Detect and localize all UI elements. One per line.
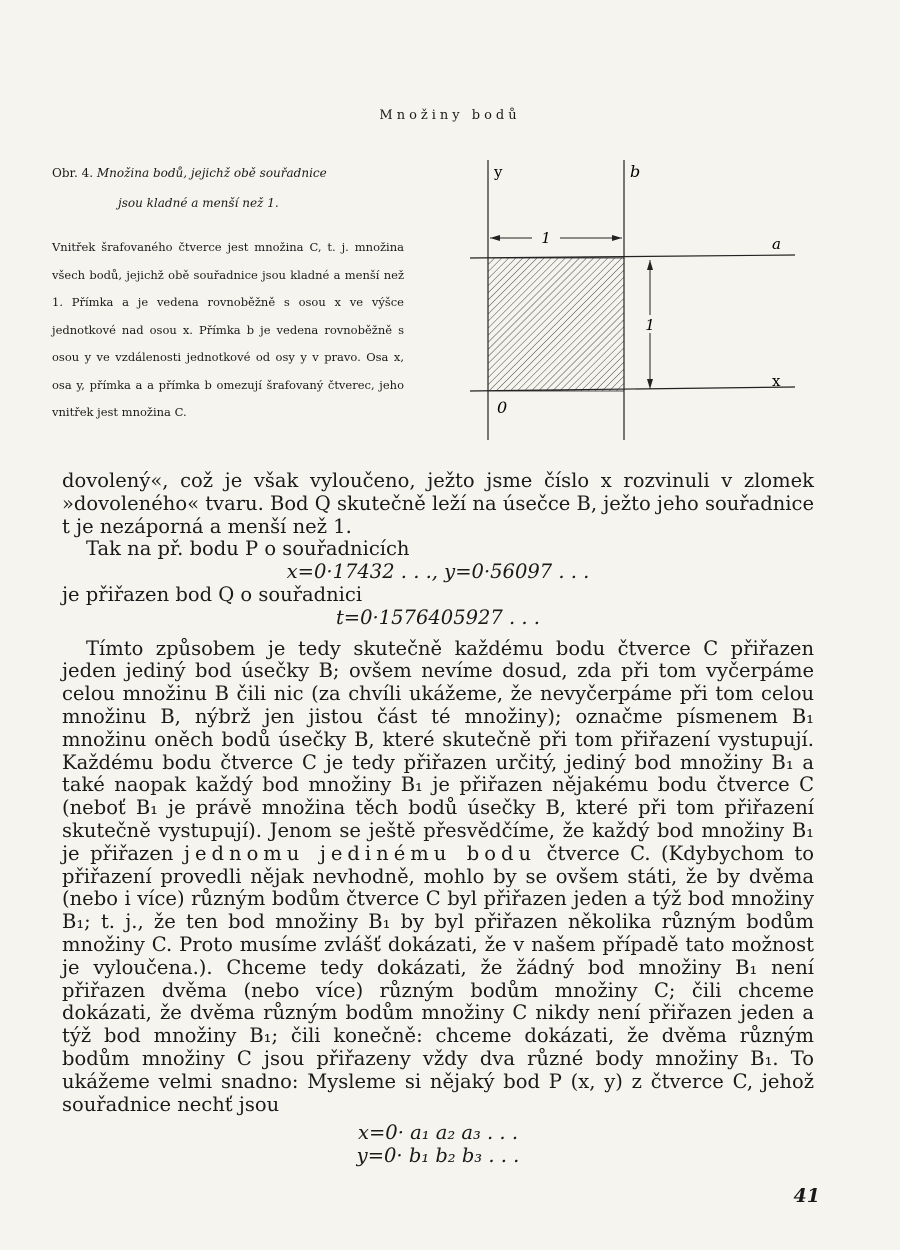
- figure-caption-title: [52, 158, 432, 218]
- paragraph-text: Tímto způsobem je tedy skutečně každému bodu čtverce C přiřazen jeden jediný bod úsečky B; ovšem nevíme dosud, zda při tom vyčerpáme celou množinu B čili nic (za chvíli ukážeme, že nevyčerpáme při tom celou množinu B, nýbrž jen jistou část té množiny); označme písmenem B₁ množinu oněch bodů úsečky B, které skutečně při tom přiřazení vystupují. Každému bodu čtverce C je tedy přiřazen určitý, jediný bod množiny B₁ a také naopak každý bod množiny B₁ je přiřazen nějakému bodu čtverce C (neboť B₁ je právě množina těch bodů úsečky B, které při tom přiřazení skutečně vystupují). Jenom se ještě přesvědčíme, že každý bod množiny B₁ je přiřazen: [62, 636, 814, 865]
- arrowhead-left: [490, 235, 500, 241]
- figure-title-line1: Množina bodů, jejichž obě souřadnice: [96, 166, 327, 180]
- label-x: x: [772, 372, 781, 390]
- figure-square-diagram: [470, 155, 810, 450]
- label-origin: 0: [497, 398, 508, 417]
- paragraph: dovolený«, což je však vyloučeno, ježto jsme číslo x rozvinuli v zlomek »dovoleného« tvaru. Bod Q skutečně leží na úsečce B, ježto jeho souřadnice t je nezáporná a menší než 1.: [62, 469, 814, 538]
- figure-label: Obr. 4.: [52, 166, 94, 180]
- paragraph: [62, 638, 814, 1117]
- hatched-square: [488, 258, 624, 391]
- main-text: [62, 470, 814, 1168]
- spaced-emphasis: jednomu jedinému bodu: [183, 841, 537, 865]
- label-a: a: [772, 235, 781, 253]
- label-y: y: [494, 163, 503, 181]
- formula: x=0·17432 . . ., y=0·56097 . . .: [286, 560, 590, 584]
- label-b: b: [630, 162, 641, 181]
- label-one-vertical: 1: [645, 316, 655, 334]
- formula: x=0· a₁ a₂ a₃ . . .: [357, 1121, 519, 1145]
- label-one-horizontal: 1: [541, 229, 551, 247]
- arrowhead-up: [647, 260, 653, 270]
- page-number: 41: [793, 1185, 820, 1207]
- paragraph-text: čtverce C. (Kdybychom to přiřazení provedli nějak nevhodně, mohlo by se ovšem státi, že by dvěma (nebo i více) různým bodům čtverce C byl přiřazen jeden a týž bod množiny B₁; t. j., že ten bod množiny B₁ by byl přiřazen několika různým bodům množiny C. Proto musíme zvlášť dokázati, že v našem případě tato možnost je vyloučena.). Chceme tedy dokázati, že žádný bod množiny B₁ není přiřazen dvěma (nebo více) různým bodům množiny C; čili chceme dokázati, že dvěma různým bodům množiny C nikdy není přiřazen jeden a týž bod množiny B₁; čili konečně: chceme dokázati, že dvěma různým bodům množiny C jsou přiřazeny vždy dva různé body množiny B₁. To ukážeme velmi snadno: Mysleme si nějaký bod P (x, y) z čtverce C, jehož souřadnice nechť jsou: [62, 841, 815, 1116]
- running-head: Množiny bodů: [379, 108, 521, 123]
- paragraph: Tak na př. bodu P o souřadnicích: [86, 537, 410, 561]
- line-a: [470, 255, 795, 258]
- arrowhead-down: [647, 379, 653, 389]
- paragraph: je přiřazen bod Q o souřadnici: [62, 582, 363, 606]
- figure-title-line2: jsou kladné a menší než 1.: [118, 196, 279, 210]
- arrowhead-right: [612, 235, 622, 241]
- figure-caption-body: Vnitřek šrafovaného čtverce jest množina C, t. j. množina všech bodů, jejichž obě souřadnice jsou kladné a menší než 1. Přímka a je vedena rovnoběžně s osou x ve výšce jednotkové nad osou x. Přímka b je vedena rovnoběžně s osou y ve vzdálenosti jednotkové od osy y v pravo. Osa x, osa y, přímka a a přímka b omezují šrafovaný čtverec, jeho vnitřek jest množina C.: [52, 240, 404, 419]
- formula: t=0·1576405927 . . .: [335, 605, 541, 629]
- formula: y=0· b₁ b₂ b₃ . . .: [356, 1144, 520, 1168]
